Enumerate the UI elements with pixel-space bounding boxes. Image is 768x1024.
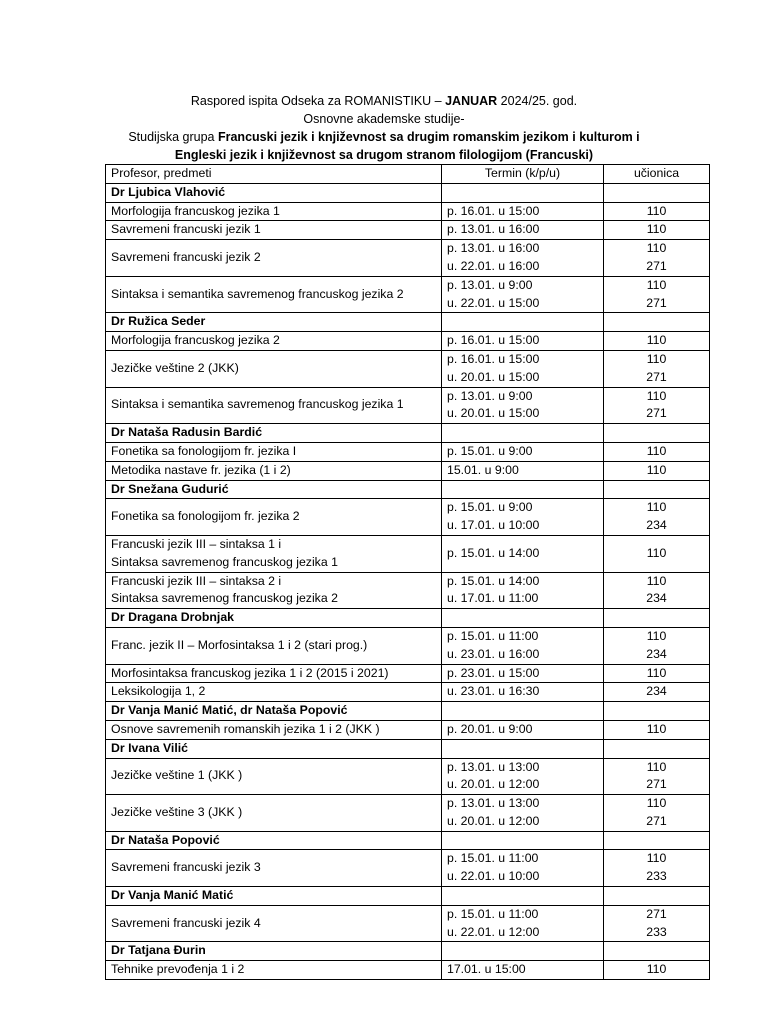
course-name-line: Sintaksa i semantika savremenog francuskog jezika 2 [111,286,404,301]
exam-term [442,276,604,313]
course-name [106,442,442,461]
classroom [604,240,710,277]
exam-term [442,535,604,572]
classroom [604,758,710,795]
classroom-line: 110 [646,759,667,774]
course-name-line: Sintaksa i semantika savremenog francuskog jezika 1 [111,397,404,412]
column-header-professor: Profesor, predmeti [106,165,442,184]
exam-term [442,572,604,609]
exam-term [442,240,604,277]
empty-cell [604,480,710,499]
exam-term-line: p. 15.01. u 14:00 [447,573,540,588]
course-name-line: Morfosintaksa francuskog jezika 1 i 2 (2015 i 2021) [111,665,389,680]
exam-term-line: p. 23.01. u 15:00 [447,665,540,680]
professor-row [106,313,710,332]
heading-line-1 [0,92,768,110]
empty-cell [442,183,604,202]
exam-term-line: p. 20.01. u 9:00 [447,721,533,736]
exam-term-line: u. 22.01. u 10:00 [447,869,540,884]
classroom-line: 110 [646,462,667,477]
classroom-line: 110 [646,500,667,515]
course-row [106,535,710,572]
exam-term-line: u. 17.01. u 10:00 [447,518,540,533]
exam-term [442,387,604,424]
exam-term-line: p. 13.01. u 16:00 [447,222,540,237]
empty-cell [604,183,710,202]
course-row [106,850,710,887]
course-row [106,683,710,702]
classroom-line: 234 [646,591,667,606]
course-row [106,387,710,424]
classroom [604,720,710,739]
course-name [106,535,442,572]
course-name [106,664,442,683]
course-name-line: Francuski jezik III – sintaksa 1 i [111,536,282,551]
professor-row [106,183,710,202]
professor-row [106,609,710,628]
course-row [106,240,710,277]
classroom-line: 271 [646,369,667,384]
classroom [604,461,710,480]
classroom-line: 110 [646,665,667,680]
classroom [604,627,710,664]
exam-term-line: p. 13.01. u 16:00 [447,241,540,256]
classroom-line: 110 [646,851,667,866]
exam-term [442,795,604,832]
classroom-line: 271 [646,406,667,421]
classroom-line: 271 [646,777,667,792]
course-name [106,240,442,277]
exam-term [442,664,604,683]
heading-line-1-suffix: 2024/25. god. [497,94,578,108]
course-row [106,905,710,942]
course-name [106,683,442,702]
empty-cell [442,424,604,443]
professor-name: Dr Vanja Manić Matić, dr Nataša Popović [106,702,442,721]
exam-term-line: p. 13.01. u 13:00 [447,759,540,774]
course-row [106,276,710,313]
professor-name: Dr Nataša Radusin Bardić [106,424,442,443]
exam-term [442,350,604,387]
exam-term-line: p. 15.01. u 11:00 [447,851,539,866]
professor-row [106,739,710,758]
classroom [604,350,710,387]
course-row [106,795,710,832]
course-name-line: Jezičke veštine 2 (JKK) [111,360,239,375]
professor-name: Dr Ružica Seder [106,313,442,332]
classroom [604,332,710,351]
exam-term-line: p. 13.01. u 13:00 [447,796,540,811]
classroom [604,499,710,536]
heading-month: JANUAR [445,94,498,108]
course-name-line: Fonetika sa fonologijom fr. jezika 2 [111,509,300,524]
course-name [106,627,442,664]
classroom [604,221,710,240]
heading-line-4 [0,146,768,164]
exam-term-line: p. 15.01. u 9:00 [447,443,533,458]
course-row [106,461,710,480]
empty-cell [442,887,604,906]
exam-term-line: p. 16.01. u 15:00 [447,333,540,348]
course-name [106,461,442,480]
document-heading [0,92,768,164]
heading-study-group: Francuski jezik i književnost sa drugim romanskim jezikom i kulturom i [217,130,640,144]
course-row [106,664,710,683]
classroom-line: 110 [646,545,667,560]
empty-cell [604,887,710,906]
professor-row [106,831,710,850]
empty-cell [604,942,710,961]
professor-name: Dr Tatjana Đurin [106,942,442,961]
exam-term-line: p. 15.01. u 11:00 [447,628,539,643]
empty-cell [604,702,710,721]
exam-term [442,221,604,240]
course-name [106,905,442,942]
course-name-line: Francuski jezik III – sintaksa 2 i [111,573,282,588]
course-name [106,276,442,313]
professor-row [106,942,710,961]
course-name [106,758,442,795]
empty-cell [604,424,710,443]
course-row [106,758,710,795]
classroom-line: 234 [646,518,667,533]
classroom-line: 271 [646,813,667,828]
exam-term-line: p. 13.01. u 9:00 [447,388,533,403]
classroom-line: 233 [646,869,667,884]
exam-term-line: u. 22.01. u 16:00 [447,258,540,273]
exam-term-line: p. 15.01. u 9:00 [447,500,533,515]
heading-line-4-text: Engleski jezik i književnost sa drugom stranom filologijom (Francuski) [174,148,594,162]
course-name [106,572,442,609]
classroom [604,535,710,572]
exam-term-line: p. 16.01. u 15:00 [447,203,540,218]
classroom-line: 110 [646,222,667,237]
exam-term-line: u. 20.01. u 12:00 [447,813,540,828]
exam-term-line: p. 16.01. u 15:00 [447,351,540,366]
exam-term-line: u. 20.01. u 15:00 [447,369,540,384]
exam-term [442,442,604,461]
course-name-line: Fonetika sa fonologijom fr. jezika I [111,443,297,458]
professor-row [106,480,710,499]
exam-term [442,961,604,980]
course-row [106,221,710,240]
classroom-line: 234 [646,646,667,661]
professor-name: Dr Ljubica Vlahović [106,183,442,202]
classroom-line: 110 [646,333,667,348]
classroom-line: 233 [646,924,667,939]
course-name [106,499,442,536]
exam-term [442,850,604,887]
classroom-line: 110 [646,443,667,458]
course-row [106,332,710,351]
classroom-line: 110 [646,796,667,811]
exam-term-line: p. 13.01. u 9:00 [447,277,533,292]
exam-term [442,202,604,221]
classroom-line: 110 [646,573,667,588]
classroom-line: 110 [646,277,667,292]
empty-cell [442,480,604,499]
course-name [106,961,442,980]
course-row [106,720,710,739]
course-name [106,720,442,739]
course-name-line: Metodika nastave fr. jezika (1 i 2) [111,462,291,477]
exam-term [442,758,604,795]
table-header-row [106,165,710,184]
exam-term-line: 17.01. u 15:00 [447,962,526,977]
course-name-line: Jezičke veštine 1 (JKK ) [111,768,243,783]
classroom [604,664,710,683]
exam-schedule-table [105,164,710,980]
exam-term [442,332,604,351]
classroom [604,795,710,832]
course-name [106,202,442,221]
course-name [106,350,442,387]
course-name-line: Savremeni francuski jezik 2 [111,250,261,265]
course-row [106,499,710,536]
classroom-line: 110 [646,721,667,736]
exam-term-line: u. 20.01. u 15:00 [447,406,540,421]
classroom-line: 271 [646,258,667,273]
classroom [604,202,710,221]
exam-term [442,905,604,942]
exam-term [442,627,604,664]
classroom-line: 110 [646,388,667,403]
exam-term-line: p. 15.01. u 14:00 [447,545,540,560]
course-name [106,387,442,424]
course-name-line: Savremeni francuski jezik 1 [111,222,261,237]
classroom [604,905,710,942]
course-name-line: Franc. jezik II – Morfosintaksa 1 i 2 (stari prog.) [111,637,368,652]
classroom-line: 110 [646,351,667,366]
exam-term-line: u. 23.01. u 16:00 [447,646,540,661]
heading-line-1-prefix: Raspored ispita Odseka za ROMANISTIKU – [190,94,446,108]
course-row [106,442,710,461]
classroom [604,850,710,887]
classroom-line: 234 [646,684,667,699]
heading-line-2: Osnovne akademske studije- [303,112,465,126]
classroom [604,572,710,609]
exam-term-line: u. 17.01. u 11:00 [447,591,539,606]
course-name-line: Savremeni francuski jezik 3 [111,860,261,875]
course-name [106,221,442,240]
course-row [106,350,710,387]
classroom-line: 110 [646,962,667,977]
empty-cell [442,942,604,961]
classroom [604,276,710,313]
exam-term [442,461,604,480]
professor-name: Dr Ivana Vilić [106,739,442,758]
course-name [106,795,442,832]
column-header-term: Termin (k/p/u) [442,165,604,184]
course-row [106,627,710,664]
course-name [106,850,442,887]
classroom-line: 271 [646,295,667,310]
course-name-line: Sintaksa savremenog francuskog jezika 2 [111,591,338,606]
exam-term-line: u. 22.01. u 12:00 [447,924,540,939]
course-name-line: Osnove savremenih romanskih jezika 1 i 2 (JKK ) [111,721,380,736]
professor-name: Dr Nataša Popović [106,831,442,850]
professor-row [106,424,710,443]
empty-cell [604,831,710,850]
exam-term [442,720,604,739]
course-name-line: Tehnike prevođenja 1 i 2 [111,962,245,977]
professor-row [106,887,710,906]
course-name [106,332,442,351]
course-row [106,202,710,221]
heading-line-3 [0,128,768,146]
professor-row [106,702,710,721]
classroom [604,961,710,980]
professor-name: Dr Snežana Gudurić [106,480,442,499]
course-name-line: Savremeni francuski jezik 4 [111,915,261,930]
empty-cell [604,313,710,332]
classroom [604,683,710,702]
empty-cell [604,739,710,758]
classroom [604,442,710,461]
empty-cell [442,739,604,758]
classroom-line: 110 [646,628,667,643]
classroom [604,387,710,424]
course-row [106,572,710,609]
course-name-line: Leksikologija 1, 2 [111,684,206,699]
empty-cell [442,702,604,721]
course-name-line: Morfologija francuskog jezika 2 [111,333,280,348]
exam-term-line: p. 15.01. u 11:00 [447,906,539,921]
professor-name: Dr Vanja Manić Matić [106,887,442,906]
empty-cell [442,313,604,332]
exam-term [442,499,604,536]
empty-cell [604,609,710,628]
schedule-body [106,165,710,980]
exam-term-line: u. 23.01. u 16:30 [447,684,540,699]
heading-line-3-prefix: Studijska grupa [128,130,218,144]
exam-term-line: u. 22.01. u 15:00 [447,295,540,310]
empty-cell [442,831,604,850]
exam-term-line: u. 20.01. u 12:00 [447,777,540,792]
professor-name: Dr Dragana Drobnjak [106,609,442,628]
course-name-line: Morfologija francuskog jezika 1 [111,203,280,218]
column-header-room: učionica [604,165,710,184]
classroom-line: 271 [646,906,667,921]
course-name-line: Sintaksa savremenog francuskog jezika 1 [111,554,338,569]
empty-cell [442,609,604,628]
classroom-line: 110 [646,241,667,256]
course-row [106,961,710,980]
course-name-line: Jezičke veštine 3 (JKK ) [111,804,243,819]
exam-term-line: 15.01. u 9:00 [447,462,519,477]
classroom-line: 110 [646,203,667,218]
exam-term [442,683,604,702]
